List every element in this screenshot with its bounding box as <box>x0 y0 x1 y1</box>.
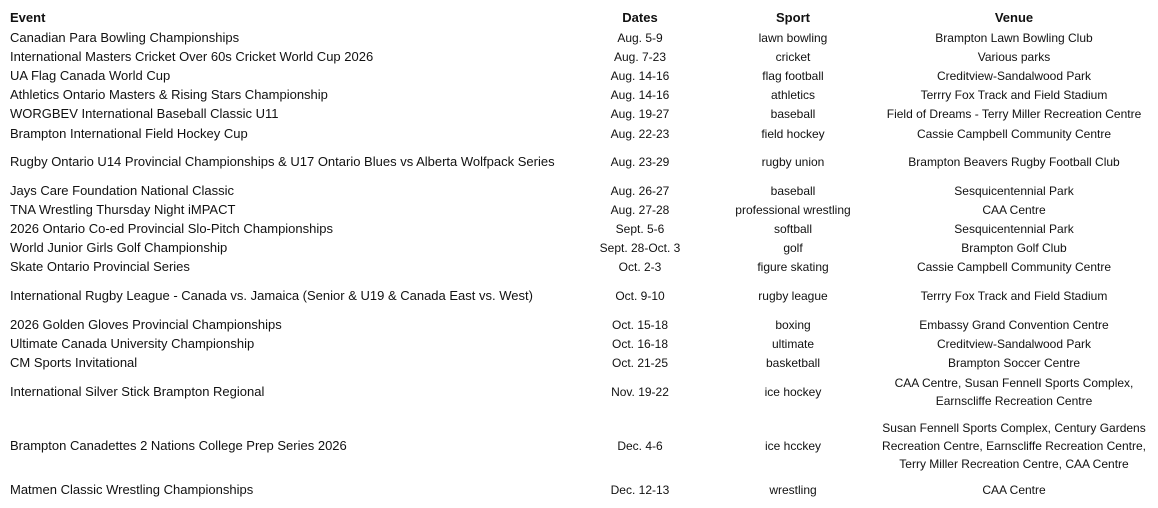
table-row <box>0 353 1152 372</box>
event-cell: Brampton International Field Hockey Cup <box>10 125 248 141</box>
venue-line: CAA Centre, Susan Fennell Sports Complex, <box>894 375 1134 390</box>
dates-cell: Aug. 23-29 <box>610 155 670 170</box>
table-row <box>0 143 1152 181</box>
event-cell: UA Flag Canada World Cup <box>10 67 171 83</box>
event-cell: 2026 Golden Gloves Provincial Championships <box>10 316 282 332</box>
venue-cell: Field of Dreams - Terry Miller Recreation Centre <box>886 107 1142 122</box>
sport-cell: ultimate <box>771 336 815 351</box>
sport-cell: ice hockey <box>764 384 822 399</box>
sport-cell: ice hcckey <box>764 438 822 453</box>
column-header-event: Event <box>10 10 46 25</box>
dates-cell: Sept. 5-6 <box>615 222 665 237</box>
venue-cell: Terrry Fox Track and Field Stadium <box>920 88 1108 103</box>
sport-cell: wrestling <box>769 483 817 498</box>
venue-cell: Brampton Beavers Rugby Football Club <box>908 155 1120 170</box>
sport-cell: athletics <box>770 88 816 103</box>
event-cell: World Junior Girls Golf Championship <box>10 240 228 256</box>
dates-cell: Aug. 22-23 <box>610 126 670 141</box>
dates-cell: Aug. 7-23 <box>613 49 667 64</box>
venue-cell: Embassy Grand Convention Centre <box>919 317 1109 332</box>
venue-cell: CAA Centre <box>982 202 1046 217</box>
event-cell: 2026 Ontario Co-ed Provincial Slo-Pitch Championships <box>10 221 333 237</box>
dates-cell: Oct. 9-10 <box>615 289 665 304</box>
event-cell: Brampton Canadettes 2 Nations College Prep Series 2026 <box>10 437 347 453</box>
venue-cell: Terrry Fox Track and Field Stadium <box>920 289 1108 304</box>
dates-cell: Sept. 28-Oct. 3 <box>599 241 681 256</box>
table-row <box>0 181 1152 200</box>
event-cell: Skate Ontario Provincial Series <box>10 259 190 275</box>
event-cell: Matmen Classic Wrestling Championships <box>10 482 254 498</box>
venue-line: Earnscliffe Recreation Centre <box>935 393 1093 408</box>
sport-cell: baseball <box>770 183 816 198</box>
event-cell: Canadian Para Bowling Championships <box>10 29 240 45</box>
event-cell: International Rugby League - Canada vs. Jamaica (Senior & U19 & Canada East vs. West) <box>10 288 533 304</box>
venue-cell <box>876 411 1152 481</box>
event-cell: Athletics Ontario Masters & Rising Stars Championship <box>10 87 328 103</box>
table-row <box>0 47 1152 66</box>
header-row <box>0 8 1152 28</box>
column-header-dates: Dates <box>622 10 658 25</box>
sport-cell: cricket <box>775 49 811 64</box>
sport-cell: softball <box>773 222 813 237</box>
sport-cell: professional wrestling <box>735 202 851 217</box>
event-schedule-table <box>0 8 1152 500</box>
event-cell: Rugby Ontario U14 Provincial Championships & U17 Ontario Blues vs Alberta Wolfpack Series <box>10 154 555 170</box>
sport-cell: lawn bowling <box>758 30 828 45</box>
sport-cell: flag football <box>762 68 824 83</box>
venue-cell: Creditview-Sandalwood Park <box>936 336 1092 351</box>
sport-cell: golf <box>783 241 803 256</box>
venue-cell: Brampton Soccer Centre <box>947 356 1081 371</box>
dates-cell: Oct. 16-18 <box>611 336 669 351</box>
event-cell: CM Sports Invitational <box>10 355 138 371</box>
event-cell: TNA Wrestling Thursday Night iMPACT <box>10 201 236 217</box>
dates-cell: Nov. 19-22 <box>611 384 669 399</box>
dates-cell: Oct. 21-25 <box>611 356 669 371</box>
venue-cell: Sesquicentennial Park <box>954 222 1074 237</box>
sport-cell: field hockey <box>761 126 825 141</box>
event-cell: WORGBEV International Baseball Classic U11 <box>10 106 279 122</box>
table-row <box>0 86 1152 105</box>
venue-cell: Cassie Campbell Community Centre <box>916 260 1112 275</box>
dates-cell: Oct. 15-18 <box>611 317 669 332</box>
event-cell: Jays Care Foundation National Classic <box>10 182 234 198</box>
sport-cell: rugby league <box>758 289 828 304</box>
sport-cell: rugby union <box>761 155 825 170</box>
dates-cell: Aug. 14-16 <box>610 68 670 83</box>
venue-cell: Brampton Golf Club <box>961 241 1067 256</box>
table-row <box>0 334 1152 353</box>
dates-cell: Dec. 12-13 <box>610 483 670 498</box>
column-header-venue: Venue <box>994 10 1034 25</box>
venue-cell: Various parks <box>977 49 1051 64</box>
venue-line: Susan Fennell Sports Complex, Century Gardens <box>882 420 1146 435</box>
column-header-sport: Sport <box>776 10 810 25</box>
venue-cell: Cassie Campbell Community Centre <box>916 126 1112 141</box>
dates-cell: Oct. 2-3 <box>618 260 662 275</box>
venue-line: Recreation Centre, Earnscliffe Recreation Centre, <box>882 438 1146 453</box>
venue-cell: Sesquicentennial Park <box>954 183 1074 198</box>
table-row <box>0 239 1152 258</box>
table-row <box>0 124 1152 143</box>
table-row <box>0 66 1152 85</box>
dates-cell: Aug. 27-28 <box>610 202 670 217</box>
event-cell: International Silver Stick Brampton Regional <box>10 383 265 399</box>
venue-cell: Brampton Lawn Bowling Club <box>935 30 1093 45</box>
dates-cell: Aug. 5-9 <box>617 30 663 45</box>
table-row <box>0 200 1152 219</box>
table-row <box>0 481 1152 500</box>
venue-cell: CAA Centre <box>982 483 1046 498</box>
venue-cell: Creditview-Sandalwood Park <box>936 68 1092 83</box>
dates-cell: Aug. 14-16 <box>610 88 670 103</box>
sport-cell: basketball <box>765 356 821 371</box>
dates-cell: Aug. 26-27 <box>610 183 670 198</box>
venue-line: Terry Miller Recreation Centre, CAA Centre <box>899 456 1129 471</box>
dates-cell: Aug. 19-27 <box>610 107 670 122</box>
event-cell: Ultimate Canada University Championship <box>10 335 255 351</box>
table-row <box>0 28 1152 47</box>
table-row <box>0 373 1152 411</box>
table-row <box>0 258 1152 277</box>
event-cell: International Masters Cricket Over 60s Cricket World Cup 2026 <box>10 48 374 64</box>
table-row <box>0 411 1152 481</box>
sport-cell: baseball <box>770 107 816 122</box>
venue-cell <box>876 373 1152 411</box>
sport-cell: figure skating <box>757 260 829 275</box>
table-row <box>0 105 1152 124</box>
dates-cell: Dec. 4-6 <box>617 438 663 453</box>
table-row <box>0 315 1152 334</box>
sport-cell: boxing <box>775 317 811 332</box>
table-row <box>0 220 1152 239</box>
table-row <box>0 277 1152 315</box>
